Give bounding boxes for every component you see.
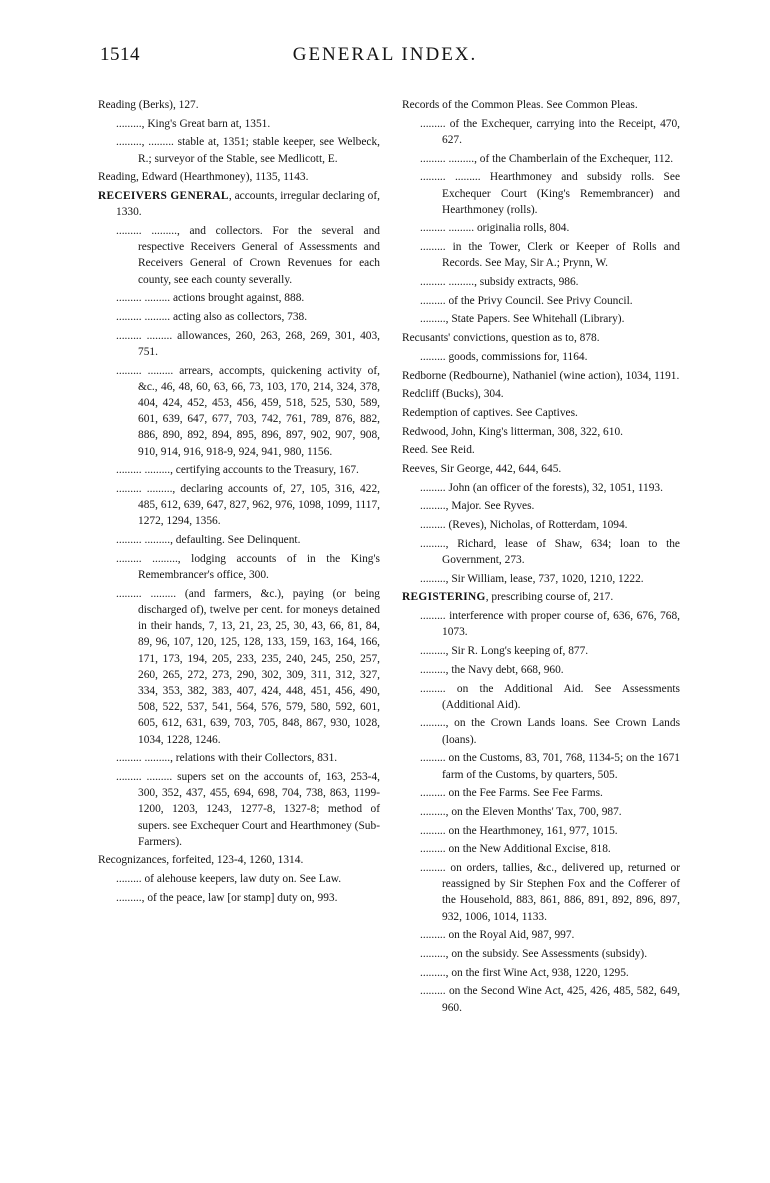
index-entry-text: ......... ........., defaulting. See Delinquent. <box>116 534 301 547</box>
index-entry <box>402 220 680 236</box>
index-entry <box>98 309 380 325</box>
index-entry-text: ......... ........., and collectors. For the several and respective Receivers General of Assessments and Receivers General of Crown Revenues for each county, see each county severally. <box>116 224 380 286</box>
index-entry <box>98 481 380 530</box>
index-entry-text: ........., on the Crown Lands loans. See Crown Lands (loans). <box>420 717 680 746</box>
index-entry-text: ......... of alehouse keepers, law duty on. See Law. <box>116 873 342 886</box>
index-entry-text: ......... John (an officer of the forests), 32, 1051, 1193. <box>420 481 663 494</box>
index-entry-text: Redwood, John, King's litterman, 308, 322, 610. <box>402 425 623 438</box>
index-entry-text: ......... in the Tower, Clerk or Keeper of Rolls and Records. See May, Sir A.; Prynn, W. <box>420 241 680 270</box>
index-entry-text: ......... ......... originalia rolls, 804. <box>420 222 570 235</box>
index-entry <box>98 134 380 166</box>
index-entry <box>402 97 680 113</box>
index-entry <box>402 662 680 678</box>
index-entry-text: ........., ......... stable at, 1351; stable keeper, see Welbeck, R.; surveyor of the Stable, see Medlicott, E. <box>116 136 380 165</box>
index-entry <box>402 151 680 167</box>
index-entry <box>98 462 380 478</box>
right-index-column <box>402 97 680 1018</box>
index-entry-text: ........., Richard, lease of Shaw, 634; loan to the Government, 273. <box>420 537 680 567</box>
page-number: 1514 <box>100 44 140 65</box>
index-entry-text: ........., on the subsidy. See Assessments (subsidy). <box>420 948 648 961</box>
index-entry <box>402 442 680 458</box>
index-entry <box>402 785 680 801</box>
index-entry <box>402 860 680 925</box>
index-entry-text: ......... ......... Hearthmoney and subsidy rolls. See Exchequer Court (King's Remembrancer) and Hearthmoney (rolls). <box>420 171 680 216</box>
index-entry <box>402 239 680 271</box>
page-title: GENERAL INDEX. <box>292 44 478 65</box>
index-entry-text: Redcliff (Bucks), 304. <box>402 388 504 401</box>
index-entry <box>98 188 380 220</box>
index-entry-text: ......... on the Second Wine Act, 425, 426, 485, 582, 649, 960. <box>420 985 680 1014</box>
index-entry <box>402 311 680 327</box>
index-entry-text: Redemption of captives. See Captives. <box>402 406 578 419</box>
index-entry <box>402 965 680 981</box>
index-entry <box>402 946 680 962</box>
index-entry-text: Records of the Common Pleas. See Common Pleas. <box>402 99 638 111</box>
index-heading: REGISTERING <box>402 591 486 604</box>
left-index-column <box>98 97 380 909</box>
index-entry <box>98 586 380 748</box>
index-entry-text: ........., on the Eleven Months' Tax, 700, 987. <box>420 805 622 818</box>
index-entry-text: ......... on the Royal Aid, 987, 997. <box>420 929 575 942</box>
index-entry-text: ........., Major. See Ryves. <box>420 500 535 513</box>
index-entry-text: ........., of the peace, law [or stamp] duty on, 993. <box>116 891 338 904</box>
index-entry-text: ......... ........., lodging accounts of in the King's Remembrancer's office, 300. <box>116 552 380 581</box>
index-entry <box>402 608 680 640</box>
index-entry-text: ......... goods, commissions for, 1164. <box>420 350 588 363</box>
index-entry <box>402 480 680 496</box>
index-entry-text: ......... ......... supers set on the accounts of, 163, 253-4, 300, 352, 437, 455, 694, 698, 704, 738, 863, 1199-1200, 1203, 1243, 1277-8, 1327-8; method of supers. see Exchequer Court and Hearthmoney (Sub-Farmers). <box>116 770 380 848</box>
index-entry-text: ......... ......... (and farmers, &c.), paying (or being discharged of), twelve per cent. for moneys detained in their hands, 7, 13, 21, 23, 25, 30, 43, 66, 81, 84, 89, 96, 107, 120, 125, 128, 133, 159, 163, 164, 166, 171, 173, 194, 205, 233, 235, 240, 245, 250, 257, 260, 265, 272, 273, 290, 302, 309, 311, 312, 327, 334, 353, 382, 383, 407, 424, 448, 451, 456, 490, 508, 522, 537, 541, 564, 576, 579, 580, 592, 601, 605, 612, 631, 639, 703, 705, 848, 867, 930, 1028, 1034, 1228, 1246. <box>116 587 380 746</box>
index-entry <box>402 804 680 820</box>
index-entry-text: , prescribing course of, 217. <box>485 591 614 604</box>
index-entry <box>402 823 680 839</box>
index-entry-text: ......... ......... actions brought against, 888. <box>116 292 305 305</box>
index-entry <box>98 532 380 548</box>
index-entry <box>402 750 680 782</box>
index-entry-text: ......... on the Customs, 83, 701, 768, 1134-5; on the 1671 farm of the Customs, by quarters, 505. <box>420 752 680 781</box>
index-entry <box>402 589 680 605</box>
index-entry-text: ......... on the Hearthmoney, 161, 977, 1015. <box>420 824 618 837</box>
index-entry-text: ........., State Papers. See Whitehall (Library). <box>420 313 625 326</box>
index-entry <box>98 852 380 868</box>
index-entry <box>98 890 380 906</box>
index-entry <box>98 169 380 185</box>
index-entry-text: ......... ......... arrears, accompts, quickening activity of, &c., 46, 48, 60, 63, 66, 73, 103, 170, 214, 324, 378, 404, 424, 452, 453, 456, 459, 518, 525, 530, 589, 601, 639, 647, 677, 703, 742, 761, 789, 876, 882, 886, 890, 892, 894, 895, 896, 897, 902, 907, 908, 910, 914, 916, 918-9, 924, 941, 980, 1156. <box>116 364 380 458</box>
index-entry <box>402 715 680 747</box>
index-entry <box>98 328 380 360</box>
index-entry-text: ......... interference with proper course of, 636, 676, 768, 1073. <box>420 610 680 639</box>
index-entry-text: ......... ......... allowances, 260, 263, 268, 269, 301, 403, 751. <box>116 329 380 358</box>
index-entry-text: Recusants' convictions, question as to, 878. <box>402 332 600 345</box>
index-entry-text: ......... on the Additional Aid. See Assessments (Additional Aid). <box>420 682 680 711</box>
index-entry <box>402 330 680 346</box>
index-entry-text: ........., Sir William, lease, 737, 1020, 1210, 1222. <box>420 572 644 585</box>
index-entry <box>98 750 380 766</box>
index-entry-text: ......... ........., relations with their Collectors, 831. <box>116 752 338 765</box>
index-entry <box>402 424 680 440</box>
index-entry <box>98 223 380 288</box>
index-entry <box>402 461 680 477</box>
index-entry <box>402 571 680 587</box>
index-entry <box>402 498 680 514</box>
index-entry <box>402 536 680 568</box>
index-entry-text: Reading, Edward (Hearthmoney), 1135, 1143. <box>98 171 309 184</box>
index-entry <box>402 274 680 290</box>
index-entry-text: ......... ........., certifying accounts to the Treasury, 167. <box>116 464 359 477</box>
index-entry <box>402 643 680 659</box>
index-entry <box>98 116 380 132</box>
index-entry-text: ......... on orders, tallies, &c., delivered up, returned or reassigned by Sir Stephen Fox and the Cofferer of the Household, 883, 861, 886, 891, 892, 896, 897, 932, 1006, 1014, 1133. <box>420 862 680 923</box>
index-entry-text: ......... ........., subsidy extracts, 986. <box>420 276 579 289</box>
index-entry-text: , accounts, irregular declaring of, 1330. <box>116 190 380 219</box>
index-entry-text: ......... of the Privy Council. See Privy Council. <box>420 294 633 307</box>
index-entry-text: ......... of the Exchequer, carrying into the Receipt, 470, 627. <box>420 117 680 146</box>
index-entry-text: ......... ........., declaring accounts of, 27, 105, 316, 422, 485, 612, 639, 647, 827, 962, 976, 1098, 1099, 1117, 1272, 1294, 1356. <box>116 482 380 528</box>
index-heading: RECEIVERS GENERAL <box>98 190 229 203</box>
index-entry <box>402 983 680 1015</box>
index-entry <box>402 517 680 533</box>
index-entry <box>98 769 380 850</box>
index-entry <box>402 349 680 365</box>
index-entry-text: ........., King's Great barn at, 1351. <box>116 117 271 130</box>
index-entry-text: ........., on the first Wine Act, 938, 1220, 1295. <box>420 966 629 979</box>
index-entry-text: Recognizances, forfeited, 123-4, 1260, 1314. <box>98 854 304 867</box>
index-entry-text: ........., Sir R. Long's keeping of, 877. <box>420 645 589 658</box>
index-entry <box>402 386 680 402</box>
index-entry-text: ........., the Navy debt, 668, 960. <box>420 663 564 676</box>
index-entry <box>402 368 680 384</box>
index-entry <box>98 363 380 460</box>
index-entry <box>402 681 680 713</box>
index-entry-text: Reading (Berks), 127. <box>98 99 199 111</box>
index-entry-text: ......... ........., of the Chamberlain of the Exchequer, 112. <box>420 152 674 165</box>
index-entry <box>402 841 680 857</box>
index-entry <box>98 871 380 887</box>
index-entry <box>402 927 680 943</box>
index-entry <box>402 405 680 421</box>
index-entry <box>402 116 680 148</box>
index-entry <box>98 97 380 113</box>
index-entry-text: ......... on the Fee Farms. See Fee Farms. <box>420 787 603 800</box>
index-entry <box>98 551 380 583</box>
index-entry-text: Reeves, Sir George, 442, 644, 645. <box>402 463 562 476</box>
index-entry <box>98 290 380 306</box>
index-entry-text: ......... ......... acting also as collectors, 738. <box>116 310 308 323</box>
index-entry-text: ......... on the New Additional Excise, 818. <box>420 843 611 856</box>
index-entry-text: ......... (Reves), Nicholas, of Rotterdam, 1094. <box>420 519 628 532</box>
index-entry-text: Reed. See Reid. <box>402 444 475 457</box>
index-entry-text: Redborne (Redbourne), Nathaniel (wine action), 1034, 1191. <box>402 369 680 382</box>
index-entry <box>402 293 680 309</box>
index-entry <box>402 169 680 218</box>
